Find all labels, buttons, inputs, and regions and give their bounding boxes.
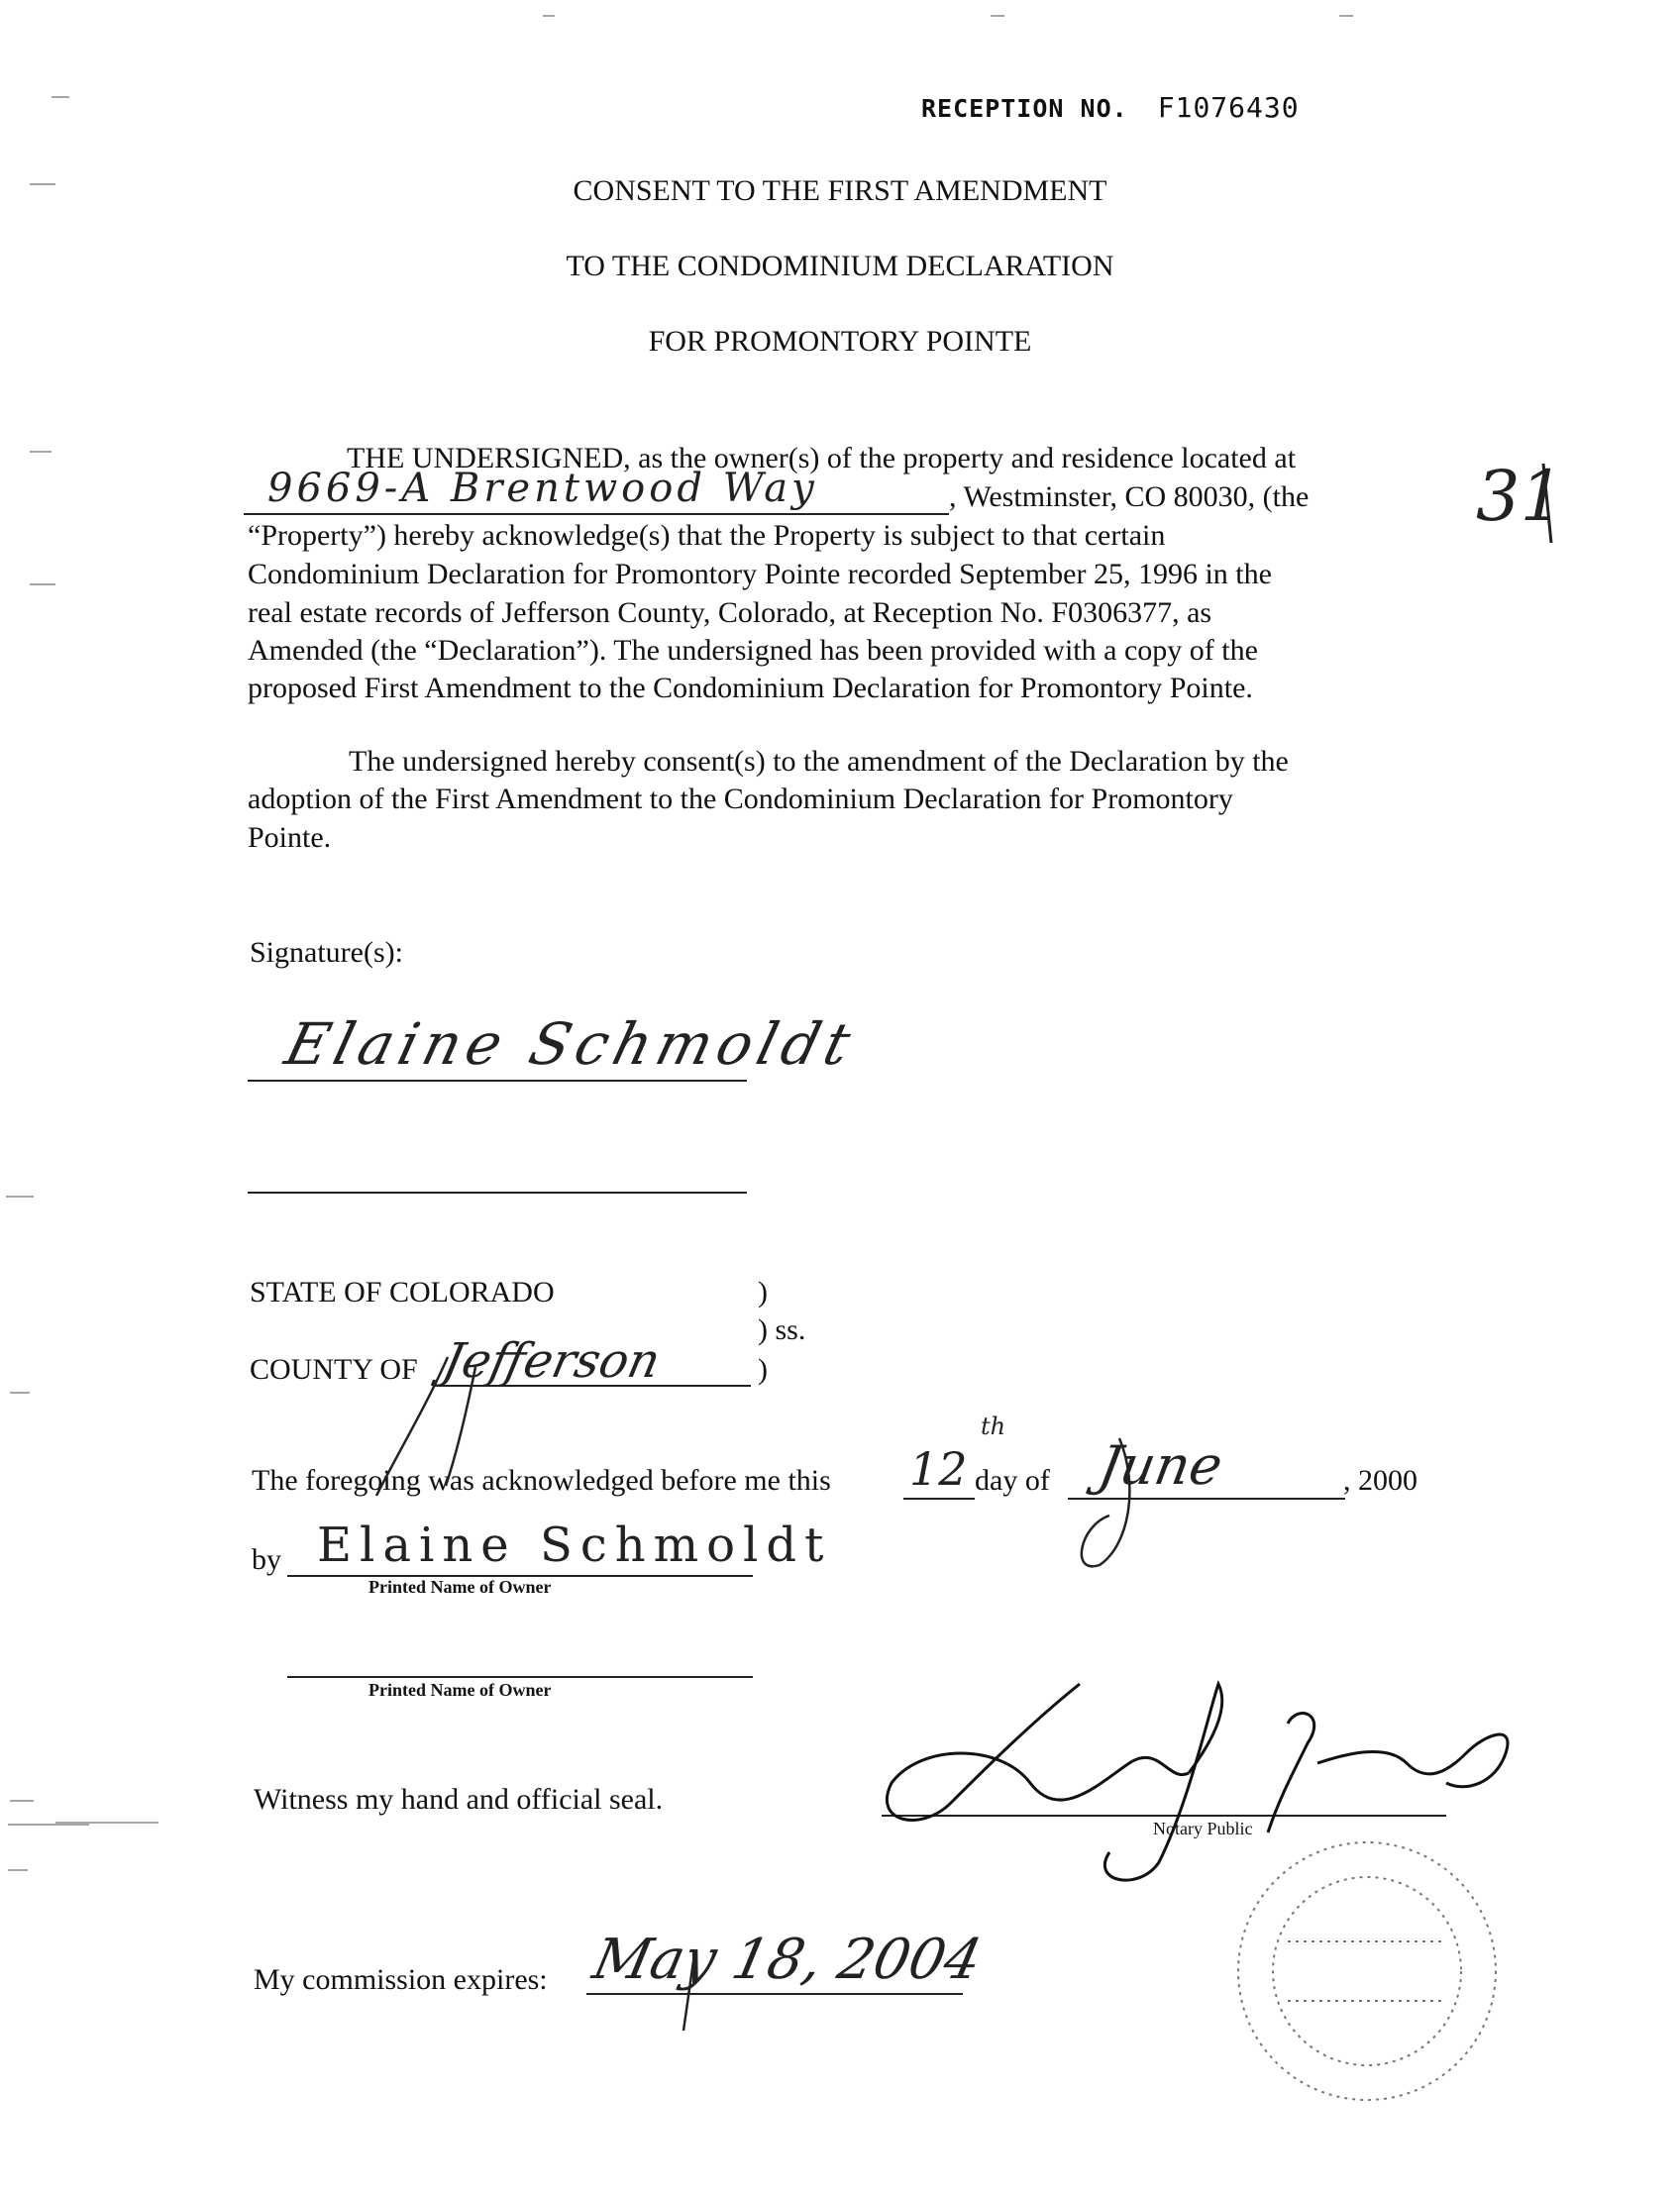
commission-date-handwritten: May 18, 2004 [587,1928,988,1992]
owner-name-handwritten: Elaine Schmoldt [317,1518,832,1573]
signatures-label: Signature(s): [250,936,403,969]
para1-line6: Amended (the “Declaration”). The undersigned has been provided with a copy of the [248,634,1258,667]
month-handwritten: June [1094,1434,1227,1497]
notary-public-label: Notary Public [1153,1819,1253,1838]
county-label: COUNTY OF [250,1353,418,1386]
day-suffix: th [981,1413,1006,1440]
witness-text: Witness my hand and official seal. [254,1783,664,1816]
para2-line1: The undersigned hereby consent(s) to the amendment of the Declaration by the [349,745,1289,778]
commission-flourish [683,1961,693,2031]
notary-signature [887,1684,1508,1880]
state-paren: ) [758,1276,768,1309]
para1-line2-rest: , Westminster, CO 80030, (the [949,480,1310,513]
county-flourish [376,1357,475,1496]
state-label: STATE OF COLORADO [250,1276,555,1309]
notary-seal [1238,1842,1496,2100]
county-handwritten: Jefferson [438,1333,666,1389]
para2-line2: adoption of the First Amendment to the Condominium Declaration for Promontory [248,783,1233,815]
county-paren: ) [758,1353,768,1386]
para2-line3: Pointe. [248,821,332,854]
para1-line3: “Property”) hereby acknowledge(s) that the Property is subject to that certain [248,519,1166,552]
ss-label: ) ss. [758,1313,806,1346]
para1-line7: proposed First Amendment to the Condominium Declaration for Promontory Pointe. [248,672,1253,704]
reception-label: RECEPTION NO. [921,94,1128,123]
ack-text-c: , 2000 [1343,1464,1418,1497]
signature-owner-1: Elaine Schmoldt [278,1010,864,1078]
commission-label: My commission expires: [254,1963,548,1996]
title-line-2: TO THE CONDOMINIUM DECLARATION [566,250,1114,282]
title-line-1: CONSENT TO THE FIRST AMENDMENT [573,174,1107,207]
address-handwritten: 9669-A Brentwood Way [267,466,818,511]
ack-text-a: The foregoing was acknowledged before me this [252,1464,831,1497]
printed-name-label-2: Printed Name of Owner [368,1680,552,1700]
ack-text-b: day of [975,1464,1050,1497]
para1-line4: Condominium Declaration for Promontory Pointe recorded September 25, 1996 in the [248,558,1272,590]
printed-name-label-1: Printed Name of Owner [368,1577,552,1597]
margin-mark-stroke [1543,464,1551,543]
day-handwritten: 12 [909,1442,968,1496]
margin-note: 31 [1476,456,1565,537]
reception-number: F1076430 [1157,91,1300,124]
title-line-3: FOR PROMONTORY POINTE [648,325,1032,358]
para1-line5: real estate records of Jefferson County, Colorado, at Reception No. F0306377, as [248,596,1212,629]
para1-line1: THE UNDERSIGNED, as the owner(s) of the property and residence located at [347,442,1297,474]
by-label: by [252,1543,281,1576]
scan-specks [6,16,1353,1870]
month-flourish [1082,1438,1130,1566]
